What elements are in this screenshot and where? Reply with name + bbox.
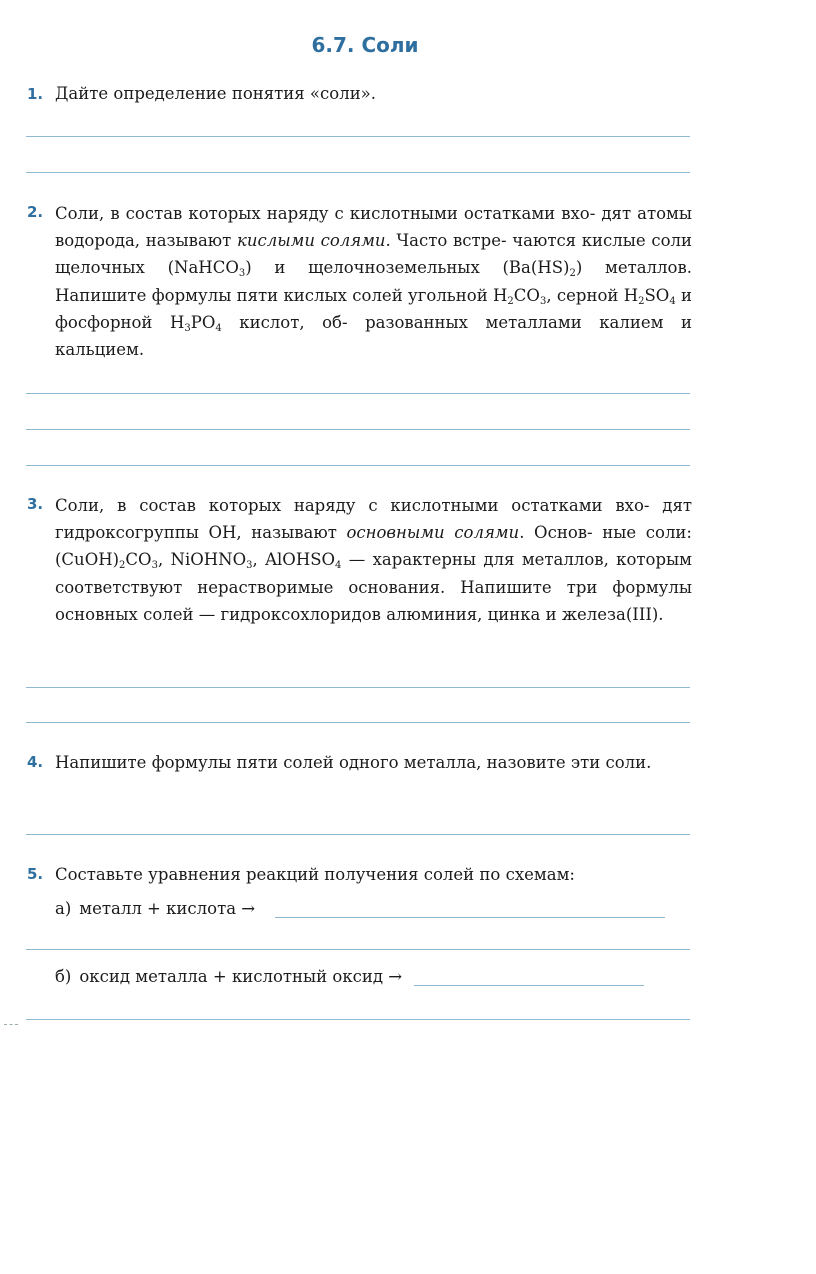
answer-line[interactable] [26,465,690,466]
scheme-item-b [55,965,644,989]
task-number-4: 4. [27,753,44,771]
answer-line[interactable] [26,172,690,173]
task-text-3: Соли, в состав которых наряду с кислотными остатками вхо- дят гидроксогруппы OH, называют основными солями. Основ- ные соли: $(CuOH)_2CO_3$, NiOHNO$_3$, AlOHSO$_4$ — характерны для металлов, которым соответствуют нерастворимые основания. Напишите три формулы основных солей — гидроксохлоридов алюминия, цинка и железа(III). [55,496,692,624]
answer-line[interactable] [26,722,690,723]
task-text-1: Дайте определение понятия «соли». [55,84,377,103]
task-text-5: Составьте уравнения реакций получения солей по схемам: [55,865,575,884]
answer-line[interactable] [275,917,665,918]
answer-line[interactable] [26,393,690,394]
answer-line[interactable] [26,1019,690,1020]
answer-line[interactable] [26,136,690,137]
scheme-text: оксид металла + кислотный оксид → [79,967,403,986]
task-number-1: 1. [27,85,44,103]
answer-line[interactable] [414,985,644,986]
task-text-2: Соли, в состав которых наряду с кислотными остатками вхо- дят атомы водорода, называют кислыми солями. Часто встре- чаются кислые соли щелочных (NaHCO$_3$) и щелочноземельных $(Ba(HS)_2)$ металлов. Напишите формулы пяти кислых солей угольной $H_2CO_3$, серной $H_2SO_4$ и фосфорной $H_3PO_4$ кислот, об- разованных металлами калием и кальцием. [55,204,692,360]
task-number-3: 3. [27,495,44,513]
scheme-item-a [55,897,665,921]
answer-line[interactable] [26,429,690,430]
answer-line[interactable] [26,687,690,688]
scheme-letter: б) [55,967,72,986]
section-title: 6.7. Соли [311,33,419,57]
scheme-letter: а) [55,899,72,918]
scheme-text: металл + кислота → [79,899,256,918]
answer-line[interactable] [26,949,690,950]
answer-line[interactable] [26,834,690,835]
margin-mark [4,1024,18,1025]
task-number-5: 5. [27,865,44,883]
task-number-2: 2. [27,203,44,221]
task-text-4: Напишите формулы пяти солей одного металла, назовите эти соли. [55,753,652,772]
